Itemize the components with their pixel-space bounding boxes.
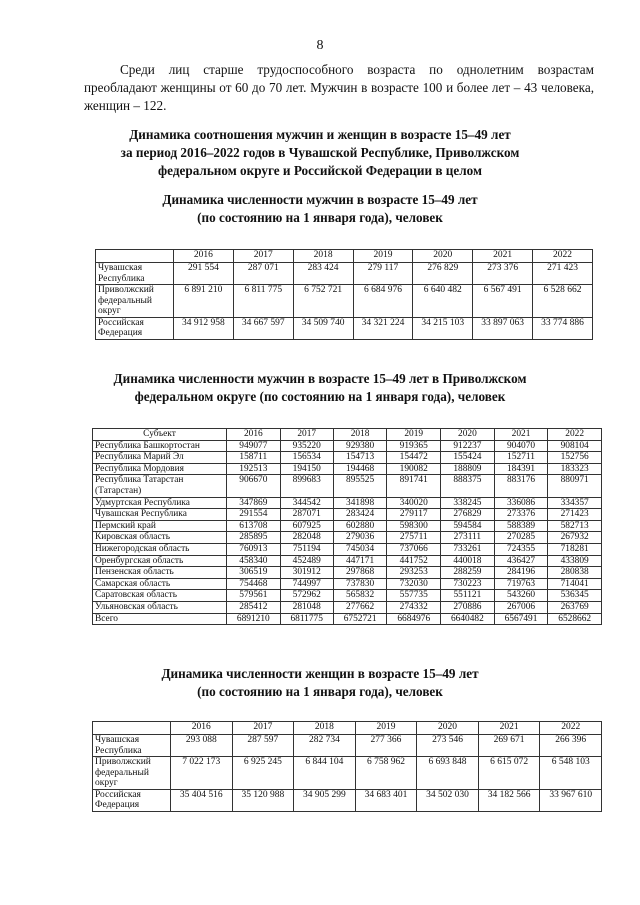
row-label: Нижегородская область bbox=[93, 543, 227, 555]
row-label: Всего bbox=[93, 613, 227, 625]
year-header: 2016 bbox=[171, 722, 233, 735]
row-label: Кировская область bbox=[93, 532, 227, 544]
men-table-title-line: (по состоянию на 1 января года), человек bbox=[197, 210, 443, 225]
value-cell: 34 182 566 bbox=[478, 789, 540, 811]
value-cell: 594584 bbox=[441, 520, 495, 532]
value-cell: 33 774 886 bbox=[533, 317, 593, 339]
value-cell: 341898 bbox=[333, 497, 387, 509]
value-cell: 441752 bbox=[387, 555, 441, 567]
value-cell: 340020 bbox=[387, 497, 441, 509]
year-header: 2016 bbox=[174, 250, 234, 263]
table-row bbox=[93, 463, 602, 475]
value-cell: 447171 bbox=[333, 555, 387, 567]
value-cell: 6811775 bbox=[280, 613, 333, 625]
value-cell: 718281 bbox=[548, 543, 602, 555]
year-header: 2019 bbox=[355, 722, 417, 735]
value-cell: 551121 bbox=[441, 590, 495, 602]
year-header: 2022 bbox=[533, 250, 593, 263]
value-cell: 273376 bbox=[494, 509, 548, 521]
value-cell: 269 671 bbox=[478, 735, 540, 757]
value-cell: 436427 bbox=[494, 555, 548, 567]
value-cell: 285895 bbox=[227, 532, 281, 544]
value-cell: 190082 bbox=[387, 463, 441, 475]
value-cell: 730223 bbox=[441, 578, 495, 590]
year-header: 2020 bbox=[413, 250, 473, 263]
row-label: Приволжский федеральный округ bbox=[93, 757, 171, 790]
row-label: Оренбургская область bbox=[93, 555, 227, 567]
value-cell: 536345 bbox=[548, 590, 602, 602]
value-cell: 293253 bbox=[387, 567, 441, 579]
row-label: Российская Федерация bbox=[93, 789, 171, 811]
table-header-row bbox=[93, 722, 602, 735]
value-cell: 440018 bbox=[441, 555, 495, 567]
table-row bbox=[93, 452, 602, 464]
value-cell: 929380 bbox=[333, 440, 387, 452]
value-cell: 194468 bbox=[333, 463, 387, 475]
value-cell: 158711 bbox=[227, 452, 281, 464]
year-header: 2021 bbox=[478, 722, 540, 735]
table-row bbox=[93, 532, 602, 544]
value-cell: 613708 bbox=[227, 520, 281, 532]
value-cell: 744997 bbox=[280, 578, 333, 590]
row-label: Республика Татарстан (Татарстан) bbox=[93, 475, 227, 497]
table-row bbox=[93, 590, 602, 602]
value-cell: 6 891 210 bbox=[174, 285, 234, 318]
value-cell: 6 693 848 bbox=[417, 757, 479, 790]
value-cell: 35 120 988 bbox=[232, 789, 294, 811]
value-cell: 579561 bbox=[227, 590, 281, 602]
value-cell: 458340 bbox=[227, 555, 281, 567]
year-header: 2020 bbox=[417, 722, 479, 735]
value-cell: 602880 bbox=[333, 520, 387, 532]
row-label: Республика Башкортостан bbox=[93, 440, 227, 452]
value-cell: 291 554 bbox=[174, 263, 234, 285]
value-cell: 152756 bbox=[548, 452, 602, 464]
section-title-line: Динамика соотношения мужчин и женщин в возрасте 15–49 лет bbox=[129, 127, 511, 142]
value-cell: 588389 bbox=[494, 520, 548, 532]
header-cell: 2022 bbox=[548, 429, 602, 441]
value-cell: 33 967 610 bbox=[540, 789, 602, 811]
value-cell: 155424 bbox=[441, 452, 495, 464]
value-cell: 284196 bbox=[494, 567, 548, 579]
value-cell: 282 734 bbox=[294, 735, 356, 757]
value-cell: 183323 bbox=[548, 463, 602, 475]
value-cell: 194150 bbox=[280, 463, 333, 475]
value-cell: 34 509 740 bbox=[293, 317, 353, 339]
value-cell: 737830 bbox=[333, 578, 387, 590]
value-cell: 732030 bbox=[387, 578, 441, 590]
table-row bbox=[93, 440, 602, 452]
value-cell: 751194 bbox=[280, 543, 333, 555]
row-label: Республика Марий Эл bbox=[93, 452, 227, 464]
value-cell: 733261 bbox=[441, 543, 495, 555]
table-row bbox=[96, 263, 593, 285]
year-header: 2017 bbox=[233, 250, 293, 263]
value-cell: 565832 bbox=[333, 590, 387, 602]
men-table-title-line: Динамика численности мужчин в возрасте 15–49 лет bbox=[162, 192, 478, 207]
value-cell: 285412 bbox=[227, 601, 281, 613]
pfo-table-title-line: Динамика численности мужчин в возрасте 15–49 лет в Приволжском bbox=[113, 371, 527, 386]
value-cell: 279 117 bbox=[353, 263, 413, 285]
table-row bbox=[93, 789, 602, 811]
table-row bbox=[93, 520, 602, 532]
header-cell: 2016 bbox=[227, 429, 281, 441]
header-cell: 2019 bbox=[387, 429, 441, 441]
year-header: 2018 bbox=[293, 250, 353, 263]
value-cell: 297868 bbox=[333, 567, 387, 579]
value-cell: 267932 bbox=[548, 532, 602, 544]
value-cell: 6891210 bbox=[227, 613, 281, 625]
table-row bbox=[93, 567, 602, 579]
value-cell: 6567491 bbox=[494, 613, 548, 625]
value-cell: 301912 bbox=[280, 567, 333, 579]
value-cell: 188809 bbox=[441, 463, 495, 475]
header-cell: 2021 bbox=[494, 429, 548, 441]
value-cell: 919365 bbox=[387, 440, 441, 452]
header-cell: 2018 bbox=[333, 429, 387, 441]
row-label: Чувашская Республика bbox=[93, 735, 171, 757]
year-header: 2018 bbox=[294, 722, 356, 735]
value-cell: 906670 bbox=[227, 475, 281, 497]
pfo-table bbox=[92, 428, 602, 625]
table-row bbox=[93, 475, 602, 497]
value-cell: 338245 bbox=[441, 497, 495, 509]
value-cell: 306519 bbox=[227, 567, 281, 579]
value-cell: 277662 bbox=[333, 601, 387, 613]
year-header: 2017 bbox=[232, 722, 294, 735]
row-label: Пензенская область bbox=[93, 567, 227, 579]
section-title-line: федеральном округе и Российской Федерации в целом bbox=[158, 163, 482, 178]
value-cell: 33 897 063 bbox=[473, 317, 533, 339]
value-cell: 334357 bbox=[548, 497, 602, 509]
value-cell: 888375 bbox=[441, 475, 495, 497]
year-header: 2019 bbox=[353, 250, 413, 263]
header-cell: 2020 bbox=[441, 429, 495, 441]
value-cell: 34 667 597 bbox=[233, 317, 293, 339]
value-cell: 344542 bbox=[280, 497, 333, 509]
row-label: Российская Федерация bbox=[96, 317, 174, 339]
value-cell: 293 088 bbox=[171, 735, 233, 757]
row-label: Самарская область bbox=[93, 578, 227, 590]
value-cell: 6 548 103 bbox=[540, 757, 602, 790]
value-cell: 543260 bbox=[494, 590, 548, 602]
value-cell: 287 071 bbox=[233, 263, 293, 285]
value-cell: 288259 bbox=[441, 567, 495, 579]
value-cell: 754468 bbox=[227, 578, 281, 590]
value-cell: 263769 bbox=[548, 601, 602, 613]
value-cell: 34 905 299 bbox=[294, 789, 356, 811]
women-table-title-line: Динамика численности женщин в возрасте 15–49 лет bbox=[161, 666, 479, 681]
value-cell: 287071 bbox=[280, 509, 333, 521]
row-label: Республика Мордовия bbox=[93, 463, 227, 475]
value-cell: 908104 bbox=[548, 440, 602, 452]
value-cell: 280838 bbox=[548, 567, 602, 579]
row-label: Чувашская Республика bbox=[93, 509, 227, 521]
value-cell: 273 546 bbox=[417, 735, 479, 757]
value-cell: 935220 bbox=[280, 440, 333, 452]
year-header: 2021 bbox=[473, 250, 533, 263]
intro-paragraph: Среди лиц старше трудоспособного возраста по однолетним возрастам преобладают женщины от 60 до 70 лет. Мужчин в возрасте 100 и более лет – 43 человека, женщин – 122. bbox=[84, 62, 594, 113]
value-cell: 275711 bbox=[387, 532, 441, 544]
table-row bbox=[93, 509, 602, 521]
value-cell: 7 022 173 bbox=[171, 757, 233, 790]
value-cell: 6 811 775 bbox=[233, 285, 293, 318]
table-row bbox=[96, 317, 593, 339]
value-cell: 271423 bbox=[548, 509, 602, 521]
page-number: 8 bbox=[316, 38, 324, 53]
value-cell: 281048 bbox=[280, 601, 333, 613]
value-cell: 336086 bbox=[494, 497, 548, 509]
value-cell: 883176 bbox=[494, 475, 548, 497]
table-header-row bbox=[96, 250, 593, 263]
value-cell: 34 502 030 bbox=[417, 789, 479, 811]
year-header: 2022 bbox=[540, 722, 602, 735]
value-cell: 6528662 bbox=[548, 613, 602, 625]
value-cell: 6 615 072 bbox=[478, 757, 540, 790]
table-row bbox=[93, 497, 602, 509]
corner-cell bbox=[96, 250, 174, 263]
value-cell: 156534 bbox=[280, 452, 333, 464]
value-cell: 283424 bbox=[333, 509, 387, 521]
row-label: Пермский край bbox=[93, 520, 227, 532]
value-cell: 745034 bbox=[333, 543, 387, 555]
men-table bbox=[95, 249, 593, 340]
value-cell: 6684976 bbox=[387, 613, 441, 625]
value-cell: 273 376 bbox=[473, 263, 533, 285]
women-table bbox=[92, 721, 602, 812]
row-label: Удмуртская Республика bbox=[93, 497, 227, 509]
value-cell: 271 423 bbox=[533, 263, 593, 285]
table-row bbox=[93, 757, 602, 790]
value-cell: 283 424 bbox=[293, 263, 353, 285]
value-cell: 891741 bbox=[387, 475, 441, 497]
value-cell: 904070 bbox=[494, 440, 548, 452]
value-cell: 572962 bbox=[280, 590, 333, 602]
value-cell: 724355 bbox=[494, 543, 548, 555]
value-cell: 34 912 958 bbox=[174, 317, 234, 339]
corner-cell bbox=[93, 722, 171, 735]
value-cell: 6 528 662 bbox=[533, 285, 593, 318]
value-cell: 192513 bbox=[227, 463, 281, 475]
row-label: Чувашская Республика bbox=[96, 263, 174, 285]
women-table-title bbox=[60, 665, 580, 701]
section-title bbox=[60, 126, 580, 180]
value-cell: 273111 bbox=[441, 532, 495, 544]
men-table-title bbox=[60, 191, 580, 227]
value-cell: 270285 bbox=[494, 532, 548, 544]
value-cell: 912237 bbox=[441, 440, 495, 452]
value-cell: 949077 bbox=[227, 440, 281, 452]
value-cell: 279117 bbox=[387, 509, 441, 521]
value-cell: 714041 bbox=[548, 578, 602, 590]
value-cell: 34 215 103 bbox=[413, 317, 473, 339]
value-cell: 582713 bbox=[548, 520, 602, 532]
value-cell: 184391 bbox=[494, 463, 548, 475]
value-cell: 899683 bbox=[280, 475, 333, 497]
value-cell: 760913 bbox=[227, 543, 281, 555]
value-cell: 6 752 721 bbox=[293, 285, 353, 318]
value-cell: 607925 bbox=[280, 520, 333, 532]
value-cell: 737066 bbox=[387, 543, 441, 555]
value-cell: 895525 bbox=[333, 475, 387, 497]
value-cell: 6 758 962 bbox=[355, 757, 417, 790]
table-row bbox=[93, 601, 602, 613]
value-cell: 452489 bbox=[280, 555, 333, 567]
value-cell: 152711 bbox=[494, 452, 548, 464]
value-cell: 433809 bbox=[548, 555, 602, 567]
value-cell: 6 684 976 bbox=[353, 285, 413, 318]
value-cell: 6 925 245 bbox=[232, 757, 294, 790]
table-row bbox=[93, 578, 602, 590]
value-cell: 34 683 401 bbox=[355, 789, 417, 811]
value-cell: 6 567 491 bbox=[473, 285, 533, 318]
table-row bbox=[96, 285, 593, 318]
header-cell: Субъект bbox=[93, 429, 227, 441]
pfo-table-title-line: федеральном округе (по состоянию на 1 января года), человек bbox=[134, 389, 506, 404]
value-cell: 6 640 482 bbox=[413, 285, 473, 318]
table-row bbox=[93, 543, 602, 555]
value-cell: 6752721 bbox=[333, 613, 387, 625]
value-cell: 6 844 104 bbox=[294, 757, 356, 790]
value-cell: 598300 bbox=[387, 520, 441, 532]
value-cell: 557735 bbox=[387, 590, 441, 602]
value-cell: 154472 bbox=[387, 452, 441, 464]
value-cell: 266 396 bbox=[540, 735, 602, 757]
header-cell: 2017 bbox=[280, 429, 333, 441]
value-cell: 274332 bbox=[387, 601, 441, 613]
value-cell: 287 597 bbox=[232, 735, 294, 757]
value-cell: 277 366 bbox=[355, 735, 417, 757]
value-cell: 154713 bbox=[333, 452, 387, 464]
value-cell: 279036 bbox=[333, 532, 387, 544]
table-header-row bbox=[93, 429, 602, 441]
table-row bbox=[93, 735, 602, 757]
value-cell: 880971 bbox=[548, 475, 602, 497]
value-cell: 276 829 bbox=[413, 263, 473, 285]
pfo-table-title bbox=[60, 370, 580, 406]
value-cell: 276829 bbox=[441, 509, 495, 521]
value-cell: 6640482 bbox=[441, 613, 495, 625]
row-label: Ульяновская область bbox=[93, 601, 227, 613]
value-cell: 347869 bbox=[227, 497, 281, 509]
value-cell: 35 404 516 bbox=[171, 789, 233, 811]
value-cell: 270886 bbox=[441, 601, 495, 613]
row-label: Саратовская область bbox=[93, 590, 227, 602]
women-table-title-line: (по состоянию на 1 января года), человек bbox=[197, 684, 443, 699]
value-cell: 34 321 224 bbox=[353, 317, 413, 339]
row-label: Приволжский федеральный округ bbox=[96, 285, 174, 318]
value-cell: 267006 bbox=[494, 601, 548, 613]
table-row bbox=[93, 613, 602, 625]
value-cell: 282048 bbox=[280, 532, 333, 544]
value-cell: 291554 bbox=[227, 509, 281, 521]
section-title-line: за период 2016–2022 годов в Чувашской Республике, Приволжском bbox=[120, 145, 520, 160]
table-row bbox=[93, 555, 602, 567]
value-cell: 719763 bbox=[494, 578, 548, 590]
